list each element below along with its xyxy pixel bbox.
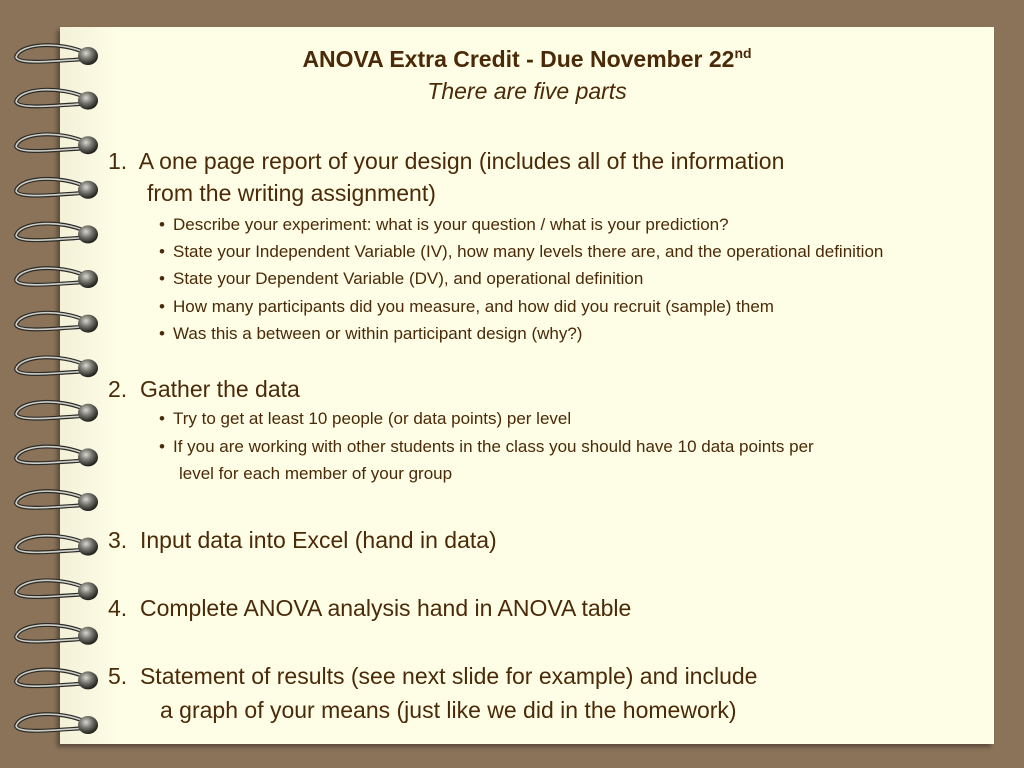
bullet-text: If you are working with other students in the class you should have 10 data points per — [173, 437, 814, 456]
bullet-dot: • — [159, 437, 165, 456]
list-item-1 — [108, 145, 784, 177]
list-item-5 — [108, 660, 757, 692]
bullet-text: Try to get at least 10 people (or data points) per level — [173, 409, 572, 428]
bullet-dot: • — [159, 324, 165, 343]
item-text: Input data into Excel (hand in data) — [139, 527, 497, 553]
list-item-4 — [108, 592, 631, 624]
bullet-dot: • — [159, 215, 165, 234]
item-number: 3. — [108, 527, 128, 553]
bullet-continuation: level for each member of your group — [179, 464, 453, 483]
bullet-item — [159, 268, 643, 290]
item-continuation: from the writing assignment) — [147, 180, 436, 206]
bullet-dot: • — [159, 242, 165, 261]
slide-content — [60, 27, 994, 744]
bullet-text: How many participants did you measure, and how did you recruit (sample) them — [173, 297, 774, 316]
item-text: Statement of results (see next slide for example) and include — [139, 663, 758, 689]
item-text: A one page report of your design (includes all of the information — [138, 148, 785, 174]
item-text: Complete ANOVA analysis hand in ANOVA table — [139, 595, 632, 621]
bullet-item — [159, 323, 582, 345]
list-item-3 — [108, 524, 497, 556]
item-number: 2. — [108, 376, 128, 402]
bullet-text: Describe your experiment: what is your question / what is your prediction? — [173, 215, 729, 234]
item-number: 5. — [108, 663, 128, 689]
slide-title — [60, 45, 994, 73]
bullet-text: State your Independent Variable (IV), how many levels there are, and the operational definition — [173, 242, 884, 261]
list-item-2 — [108, 373, 300, 405]
item-text: Gather the data — [139, 376, 300, 402]
bullet-dot: • — [159, 409, 165, 428]
bullet-item — [159, 408, 571, 430]
bullet-item — [159, 241, 883, 263]
item-number: 1. — [108, 148, 128, 174]
bullet-dot: • — [159, 269, 165, 288]
title-superscript: nd — [734, 45, 752, 61]
item-number: 4. — [108, 595, 128, 621]
bullet-item — [159, 296, 774, 318]
bullet-item — [159, 214, 729, 236]
bullet-item — [159, 436, 814, 458]
title-text: ANOVA Extra Credit - Due November 22 — [302, 46, 735, 72]
bullet-dot: • — [159, 297, 165, 316]
bullet-text: State your Dependent Variable (DV), and operational definition — [173, 269, 644, 288]
bullet-text: Was this a between or within participant design (why?) — [173, 324, 583, 343]
item-continuation: a graph of your means (just like we did in the homework) — [160, 697, 737, 723]
slide-subtitle: There are five parts — [427, 78, 627, 104]
